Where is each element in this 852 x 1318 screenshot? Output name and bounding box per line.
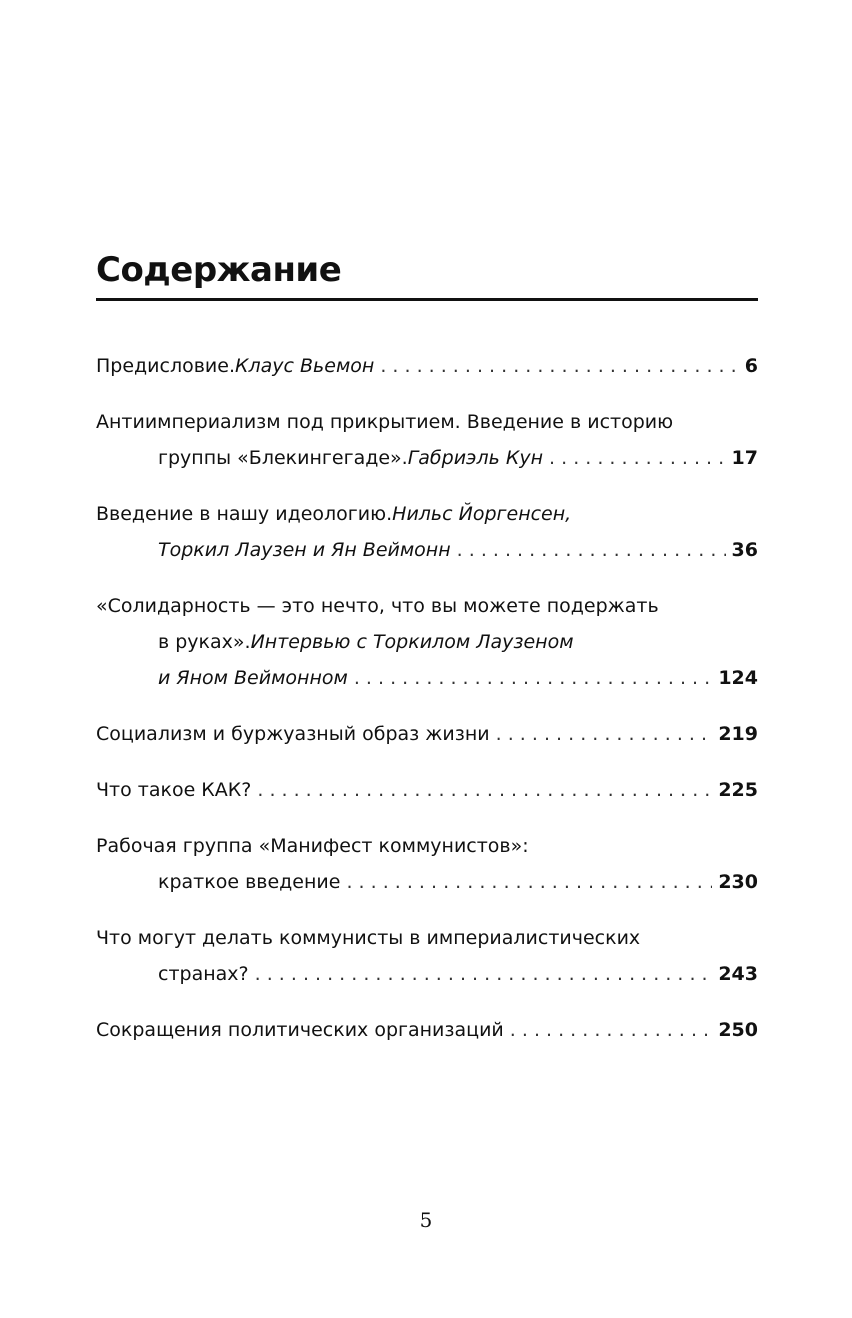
toc-page-number: 6 [744,355,758,377]
dot-leader [255,956,713,992]
toc-author: и Яном Веймонном [158,667,348,689]
toc-line [96,956,758,992]
toc-title: в руках». [158,631,251,653]
toc-page-number: 243 [718,963,758,985]
toc-entry-preface[interactable] [96,348,758,384]
toc-line [96,920,758,956]
toc-line [96,716,758,752]
toc-author: Интервью с Торкилом Лаузеном [250,631,574,653]
dot-leader [510,1012,713,1048]
table-of-contents [96,348,758,1068]
toc-entry-manifesto-group[interactable] [96,828,758,900]
page-title: Содержание [96,250,342,290]
toc-line [96,532,758,568]
toc-line [96,828,758,864]
dot-leader [457,532,726,568]
toc-author: Торкил Лаузен и Ян Веймонн [158,539,451,561]
title-rule [96,298,758,301]
toc-line [96,588,758,624]
toc-line [96,348,758,384]
toc-entry-communists[interactable] [96,920,758,992]
toc-entry-solidarity[interactable] [96,588,758,696]
toc-page-number: 17 [731,447,758,469]
toc-line [96,1012,758,1048]
toc-title: «Солидарность — это нечто, что вы можете подержать [96,595,659,617]
toc-title: краткое введение [158,871,341,893]
toc-line [96,772,758,808]
toc-author: Нильс Йоргенсен, [392,503,572,525]
toc-title: Введение в нашу идеологию. [96,503,393,525]
toc-line [96,660,758,696]
toc-title: странах? [158,963,249,985]
toc-title: Социализм и буржуазный образ жизни [96,723,490,745]
toc-page-number: 124 [718,667,758,689]
toc-title: Что такое КАК? [96,779,252,801]
toc-entry-abbreviations[interactable] [96,1012,758,1048]
dot-leader [257,772,712,808]
toc-line [96,496,758,532]
toc-title: Предисловие. [96,355,236,377]
toc-entry-ideology[interactable] [96,496,758,568]
page-folio-number: 5 [419,1208,433,1232]
toc-page-number: 225 [718,779,758,801]
toc-title: группы «Блекингегаде». [158,447,408,469]
toc-page-number: 36 [731,539,758,561]
dot-leader [496,716,713,752]
toc-page-number: 219 [718,723,758,745]
toc-line [96,404,758,440]
toc-title: Сокращения политических организаций [96,1019,504,1041]
dot-leader [380,348,738,384]
toc-line [96,864,758,900]
dot-leader [346,864,712,900]
toc-entry-socialism[interactable] [96,716,758,752]
toc-line [96,624,758,660]
toc-entry-kak[interactable] [96,772,758,808]
dot-leader [549,440,726,476]
dot-leader [354,660,712,696]
toc-author: Габриэль Кун [407,447,544,469]
toc-entry-anti-imperialism[interactable] [96,404,758,476]
toc-title: Что могут делать коммунисты в империалистических [96,927,641,949]
toc-title: Антиимпериализм под прикрытием. Введение в историю [96,411,674,433]
toc-page-number: 250 [718,1019,758,1041]
toc-page-number: 230 [718,871,758,893]
toc-title: Рабочая группа «Манифест коммунистов»: [96,835,529,857]
toc-line [96,440,758,476]
toc-author: Клаус Вьемон [235,355,375,377]
